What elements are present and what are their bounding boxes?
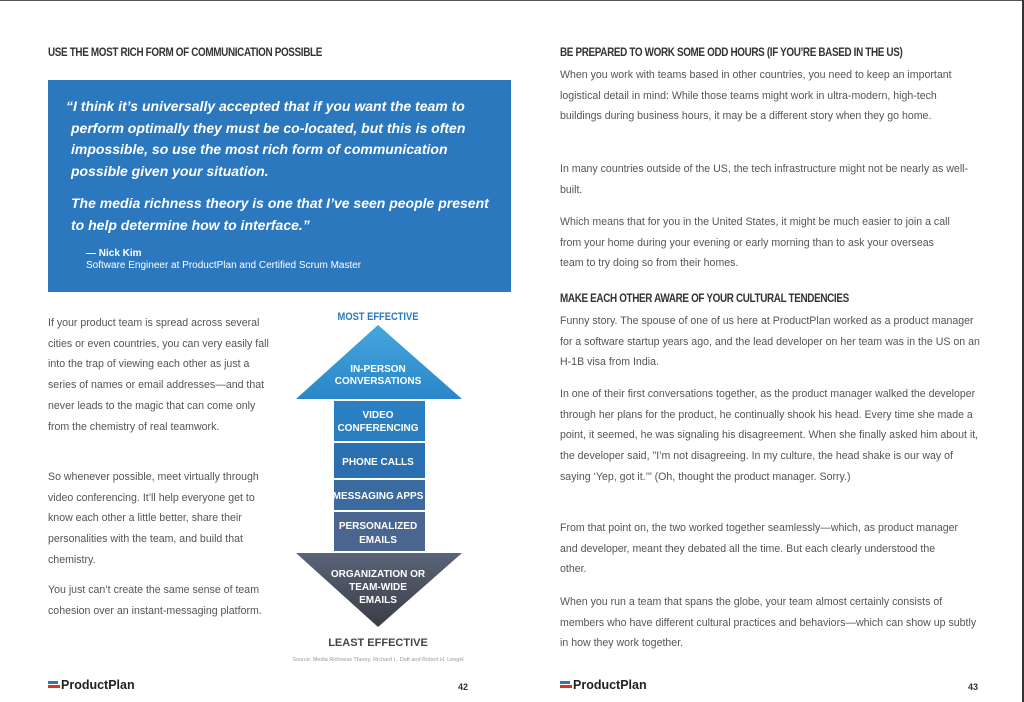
level-video xyxy=(334,401,425,441)
arrow-up-shape xyxy=(296,325,462,399)
logo-text: ProductPlan xyxy=(61,678,135,692)
body-text: When you work with teams based in other countries, you need to keep an important logistical detail in mind: While those teams might work in ultra-modern, high-tech buildings during business hours, it may be a different story when they go home. xyxy=(560,69,952,123)
level-label: TEAM-WIDE xyxy=(349,582,407,593)
level-label: CONVERSATIONS xyxy=(334,376,422,387)
logo-mark-icon xyxy=(560,681,572,689)
quote-text: The media richness theory is one that I’ve seen people present to help determine how to interface.” xyxy=(71,195,489,233)
section-heading: USE THE MOST RICH FORM OF COMMUNICATION POSSIBLE xyxy=(48,47,322,59)
level-label: EMAILS xyxy=(359,535,397,546)
level-label: EMAILS xyxy=(359,595,397,606)
body-text: You just can’t create the same sense of team cohesion over an instant-messaging platform. xyxy=(48,584,262,617)
level-label: ORGANIZATION OR xyxy=(330,569,426,580)
level-label: IN-PERSON xyxy=(350,364,406,375)
level-label: PERSONALIZED xyxy=(338,521,418,532)
body-text: In many countries outside of the US, the tech infrastructure might not be nearly as well-built. xyxy=(560,163,969,196)
diagram-bottom-label: LEAST EFFECTIVE xyxy=(328,637,428,649)
productplan-logo xyxy=(48,678,135,692)
body-text: If your product team is spread across several cities or even countries, you can very easily fall into the trap of viewing each other as just a series of names or email addresses—and that never leads to the magic that can come only from the chemistry of real teamwork. xyxy=(48,317,269,433)
page-number: 43 xyxy=(968,682,979,692)
body-text: So whenever possible, meet virtually through video conferencing. It’ll help everyone get to know each other a little better, share their personalities with the team, and build that chemistry. xyxy=(48,471,259,566)
body-text: In one of their first conversations together, as the product manager walked the developer through her plans for the product, he continually shook his head. Every time she made a point, it seemed, he was signaling his disagreement. When she finally asked him about it, the developer said, "I’m not disagreeing. In my culture, the head shake is our way of saying ‘Yep, got it.’" (Oh, thought the product manager. Sorry.) xyxy=(560,388,979,483)
body-text: From that point on, the two worked together seamlessly—which, as product manager and developer, meant they debated all the time. But each clearly understood the other. xyxy=(560,522,959,576)
productplan-logo xyxy=(560,678,647,692)
section-heading: MAKE EACH OTHER AWARE OF YOUR CULTURAL TENDENCIES xyxy=(560,293,849,305)
body-text: Funny story. The spouse of one of us here at ProductPlan worked as a product manager for a software startup years ago, and the lead developer on her team was in the US on an H-1B visa from India. xyxy=(560,315,980,369)
quote-text: “I think it’s universally accepted that if you want the team to perform optimally they must be co-located, but this is often impossible, so use the most rich form of communication possible given your situation. xyxy=(66,98,466,179)
page-number: 42 xyxy=(458,682,469,692)
diagram-top-label: MOST EFFECTIVE xyxy=(337,311,419,324)
section-heading: BE PREPARED TO WORK SOME ODD HOURS (IF YOU’RE BASED IN THE US) xyxy=(560,47,903,59)
body-text: When you run a team that spans the globe, your team almost certainly consists of members who have different cultural practices and behaviors—which can show up subtly in how they work together. xyxy=(560,596,977,650)
level-label: CONFERENCING xyxy=(337,423,419,434)
level-label: VIDEO xyxy=(362,410,394,421)
diagram-source: Source: Media Richness Theory, Richard L. Daft and Robert H. Lengel xyxy=(292,657,464,663)
quote-author-role: Software Engineer at ProductPlan and Certified Scrum Master xyxy=(86,260,362,271)
quote-author: — Nick Kim xyxy=(86,248,142,259)
logo-mark-icon xyxy=(48,681,60,689)
logo-text: ProductPlan xyxy=(573,678,647,692)
level-label: PHONE CALLS xyxy=(342,457,414,468)
level-label: MESSAGING APPS xyxy=(332,491,424,502)
body-text: Which means that for you in the United States, it might be much easier to join a call from your home during your evening or early morning than to ask your overseas team to try doing so from their homes. xyxy=(560,216,950,270)
